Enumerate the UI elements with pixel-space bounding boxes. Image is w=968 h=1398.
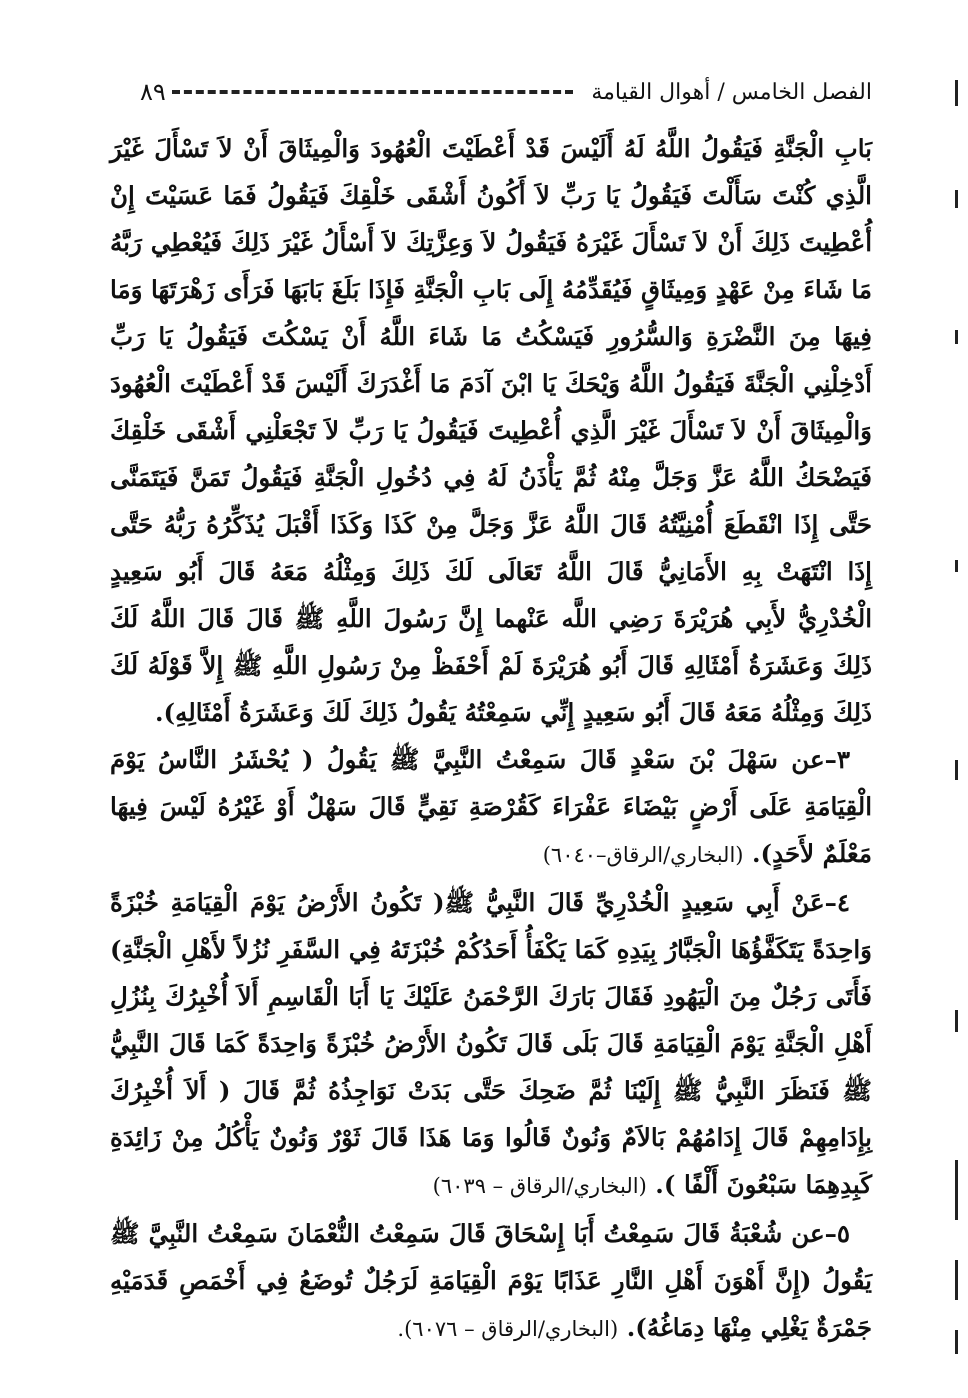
- margin-mark: [955, 1260, 958, 1300]
- hadith-5-reference: (البخاري/الرقاق – ٦٠٧٦).: [397, 1317, 619, 1341]
- hadith-3: [110, 736, 872, 879]
- paragraph-1: [110, 125, 872, 736]
- scan-margin-marks: [952, 0, 958, 1398]
- margin-mark: [955, 1160, 958, 1220]
- margin-mark: [955, 80, 958, 106]
- header-dash-leader: [172, 90, 574, 94]
- margin-mark: [955, 190, 958, 208]
- hadith-4-text: ٤–عَنْ أَبِي سَعِيدٍ الْخُدْرِيِّ قَالَ النَّبِيُّ ﷺ( تَكُونُ الأَرْضُ يَوْمَ الْقِيَامَةِ خُبْزَةً وَاحِدَةً يَتَكَفَّؤُهَا الْجَبَّارُ بِيَدِهِ كَمَا يَكْفَأُ أَحَدُكُمْ خُبْزَتَهُ فِي السَّفَرِ نُزُلاً لأَهْلِ الْجَنَّةِ) فَأَتَى رَجُلٌ مِنَ الْيَهُودِ فَقَالَ بَارَكَ الرَّحْمَنُ عَلَيْكَ يَا أَبَا الْقَاسِمِ أَلاَ أُخْبِرُكَ بِنُزُلِ أَهْلِ الْجَنَّةِ يَوْمَ الْقِيَامَةِ قَالَ بَلَى قَالَ تَكُونُ الأَرْضُ خُبْزَةً وَاحِدَةً كَمَا قَالَ النَّبِيُّ ﷺ فَنَظَرَ النَّبِيُّ ﷺ إِلَيْنَا ثُمَّ ضَحِكَ حَتَّى بَدَتْ نَوَاجِذُهُ ثُمَّ قَالَ ( أَلاَ أُخْبِرُكَ بِإِدَامِهِمْ قَالَ إِدَامُهُمْ بَالاَمٌ وَنُونٌ قَالُوا وَمَا هَذَا قَالَ ثَوْرٌ وَنُونٌ يَأْكُلُ مِنْ زَائِدَةِ كَبِدِهِمَا سَبْعُونَ أَلْفًا ).: [110, 888, 872, 1199]
- margin-mark: [955, 1330, 958, 1354]
- running-header: [140, 72, 872, 112]
- hadith-3-text: ٣–عن سَهْلَ بْنَ سَعْدٍ قَالَ سَمِعْتُ النَّبِيَّ ﷺ يَقُولُ ( يُحْشَرُ النَّاسُ يَوْمَ الْقِيَامَةِ عَلَى أَرْضٍ بَيْضَاءَ عَفْرَاءَ كَقُرْصَةِ نَقِيٍّ قَالَ سَهْلٌ أَوْ غَيْرُهُ لَيْسَ فِيهَا مَعْلَمٌ لأَحَدٍ).: [110, 745, 872, 868]
- hadith-5: [110, 1210, 872, 1353]
- margin-mark: [955, 1010, 958, 1032]
- paragraph-1-text: بَابِ الْجَنَّةِ فَيَقُولُ اللَّهُ لَهُ أَلَيْسَ قَدْ أَعْطَيْتَ الْعُهُودَ وَالْمِيثَاقَ أَنْ لاَ تَسْأَلَ غَيْرَ الَّذِي كُنْتَ سَأَلْتَ فَيَقُولُ يَا رَبِّ لاَ أَكُونُ أَشْقَى خَلْقِكَ فَيَقُولُ فَمَا عَسَيْتَ إِنْ أُعْطِيتَ ذَلِكَ أَنْ لاَ تَسْأَلَ غَيْرَهُ فَيَقُولُ لاَ وَعِزَّتِكَ لاَ أَسْأَلُ غَيْرَ ذَلِكَ فَيُعْطِي رَبَّهُ مَا شَاءَ مِنْ عَهْدٍ وَمِيثَاقٍ فَيُقَدِّمُهُ إِلَى بَابِ الْجَنَّةِ فَإِذَا بَلَغَ بَابَهَا فَرَأَى زَهْرَتَهَا وَمَا فِيهَا مِنَ النَّضْرَةِ وَالسُّرُورِ فَيَسْكُتُ مَا شَاءَ اللَّهُ أَنْ يَسْكُتَ فَيَقُولُ يَا رَبِّ أَدْخِلْنِي الْجَنَّةَ فَيَقُولُ اللَّهُ وَيْحَكَ يَا ابْنَ آدَمَ مَا أَغْدَرَكَ أَلَيْسَ قَدْ أَعْطَيْتَ الْعُهُودَ وَالْمِيثَاقَ أَنْ لاَ تَسْأَلَ غَيْرَ الَّذِي أُعْطِيتَ فَيَقُولُ يَا رَبِّ لاَ تَجْعَلْنِي أَشْقَى خَلْقِكَ فَيَضْحَكُ اللَّهُ عَزَّ وَجَلَّ مِنْهُ ثُمَّ يَأْذَنُ لَهُ فِي دُخُولِ الْجَنَّةِ فَيَقُولُ تَمَنَّ فَيَتَمَنَّى حَتَّى إِذَا انْقَطَعَ أُمْنِيَّتُهُ قَالَ اللَّهُ عَزَّ وَجَلَّ مِنْ كَذَا وَكَذَا أَقْبَلَ يُذَكِّرُهُ رَبُّهُ حَتَّى إِذَا انْتَهَتْ بِهِ الأَمَانِيُّ قَالَ اللَّهُ تَعَالَى لَكَ ذَلِكَ وَمِثْلُهُ مَعَهُ قَالَ أَبُو سَعِيدٍ الْخُدْرِيُّ لأَبِي هُرَيْرَةَ رَضِي اللَّه عَنْهما إِنَّ رَسُولَ اللَّهِ ﷺ قَالَ قَالَ اللَّهُ لَكَ ذَلِكَ وَعَشَرَةُ أَمْثَالِهِ قَالَ أَبُو هُرَيْرَةَ لَمْ أَحْفَظْ مِنْ رَسُولِ اللَّهِ ﷺ إِلاَّ قَوْلَهُ لَكَ ذَلِكَ وَمِثْلُهُ مَعَهُ قَالَ أَبُو سَعِيدٍ إِنِّي سَمِعْتُهُ يَقُولُ ذَلِكَ لَكَ وَعَشَرَةُ أَمْثَالِهِ).: [110, 134, 872, 727]
- page-body: [110, 125, 872, 1353]
- hadith-3-reference: (البخاري/الرقاق–٦٠٤٠): [542, 843, 744, 867]
- page-number: ٨٩: [140, 78, 166, 106]
- hadith-4-reference: (البخاري/الرقاق – ٦٠٣٩): [432, 1174, 647, 1198]
- margin-mark: [955, 760, 958, 780]
- hadith-4: [110, 879, 872, 1210]
- hadith-5-text: ٥–عن شُعْبَةُ قَالَ سَمِعْتُ أَبَا إِسْحَاقَ قَالَ سَمِعْتُ النُّعْمَانَ سَمِعْتُ النَّبِيَّ ﷺ يَقُولُ (إِنَّ أَهْوَنَ أَهْلِ النَّارِ عَذَابًا يَوْمَ الْقِيَامَةِ لَرَجُلٌ تُوضَعُ فِي أَخْمَصِ قَدَمَيْهِ جَمْرَةٌ يَغْلِي مِنْهَا دِمَاغُهُ).: [110, 1219, 872, 1342]
- margin-mark: [955, 330, 958, 344]
- margin-mark: [955, 560, 958, 572]
- chapter-title: الفصل الخامس / أهوال القيامة: [591, 79, 872, 105]
